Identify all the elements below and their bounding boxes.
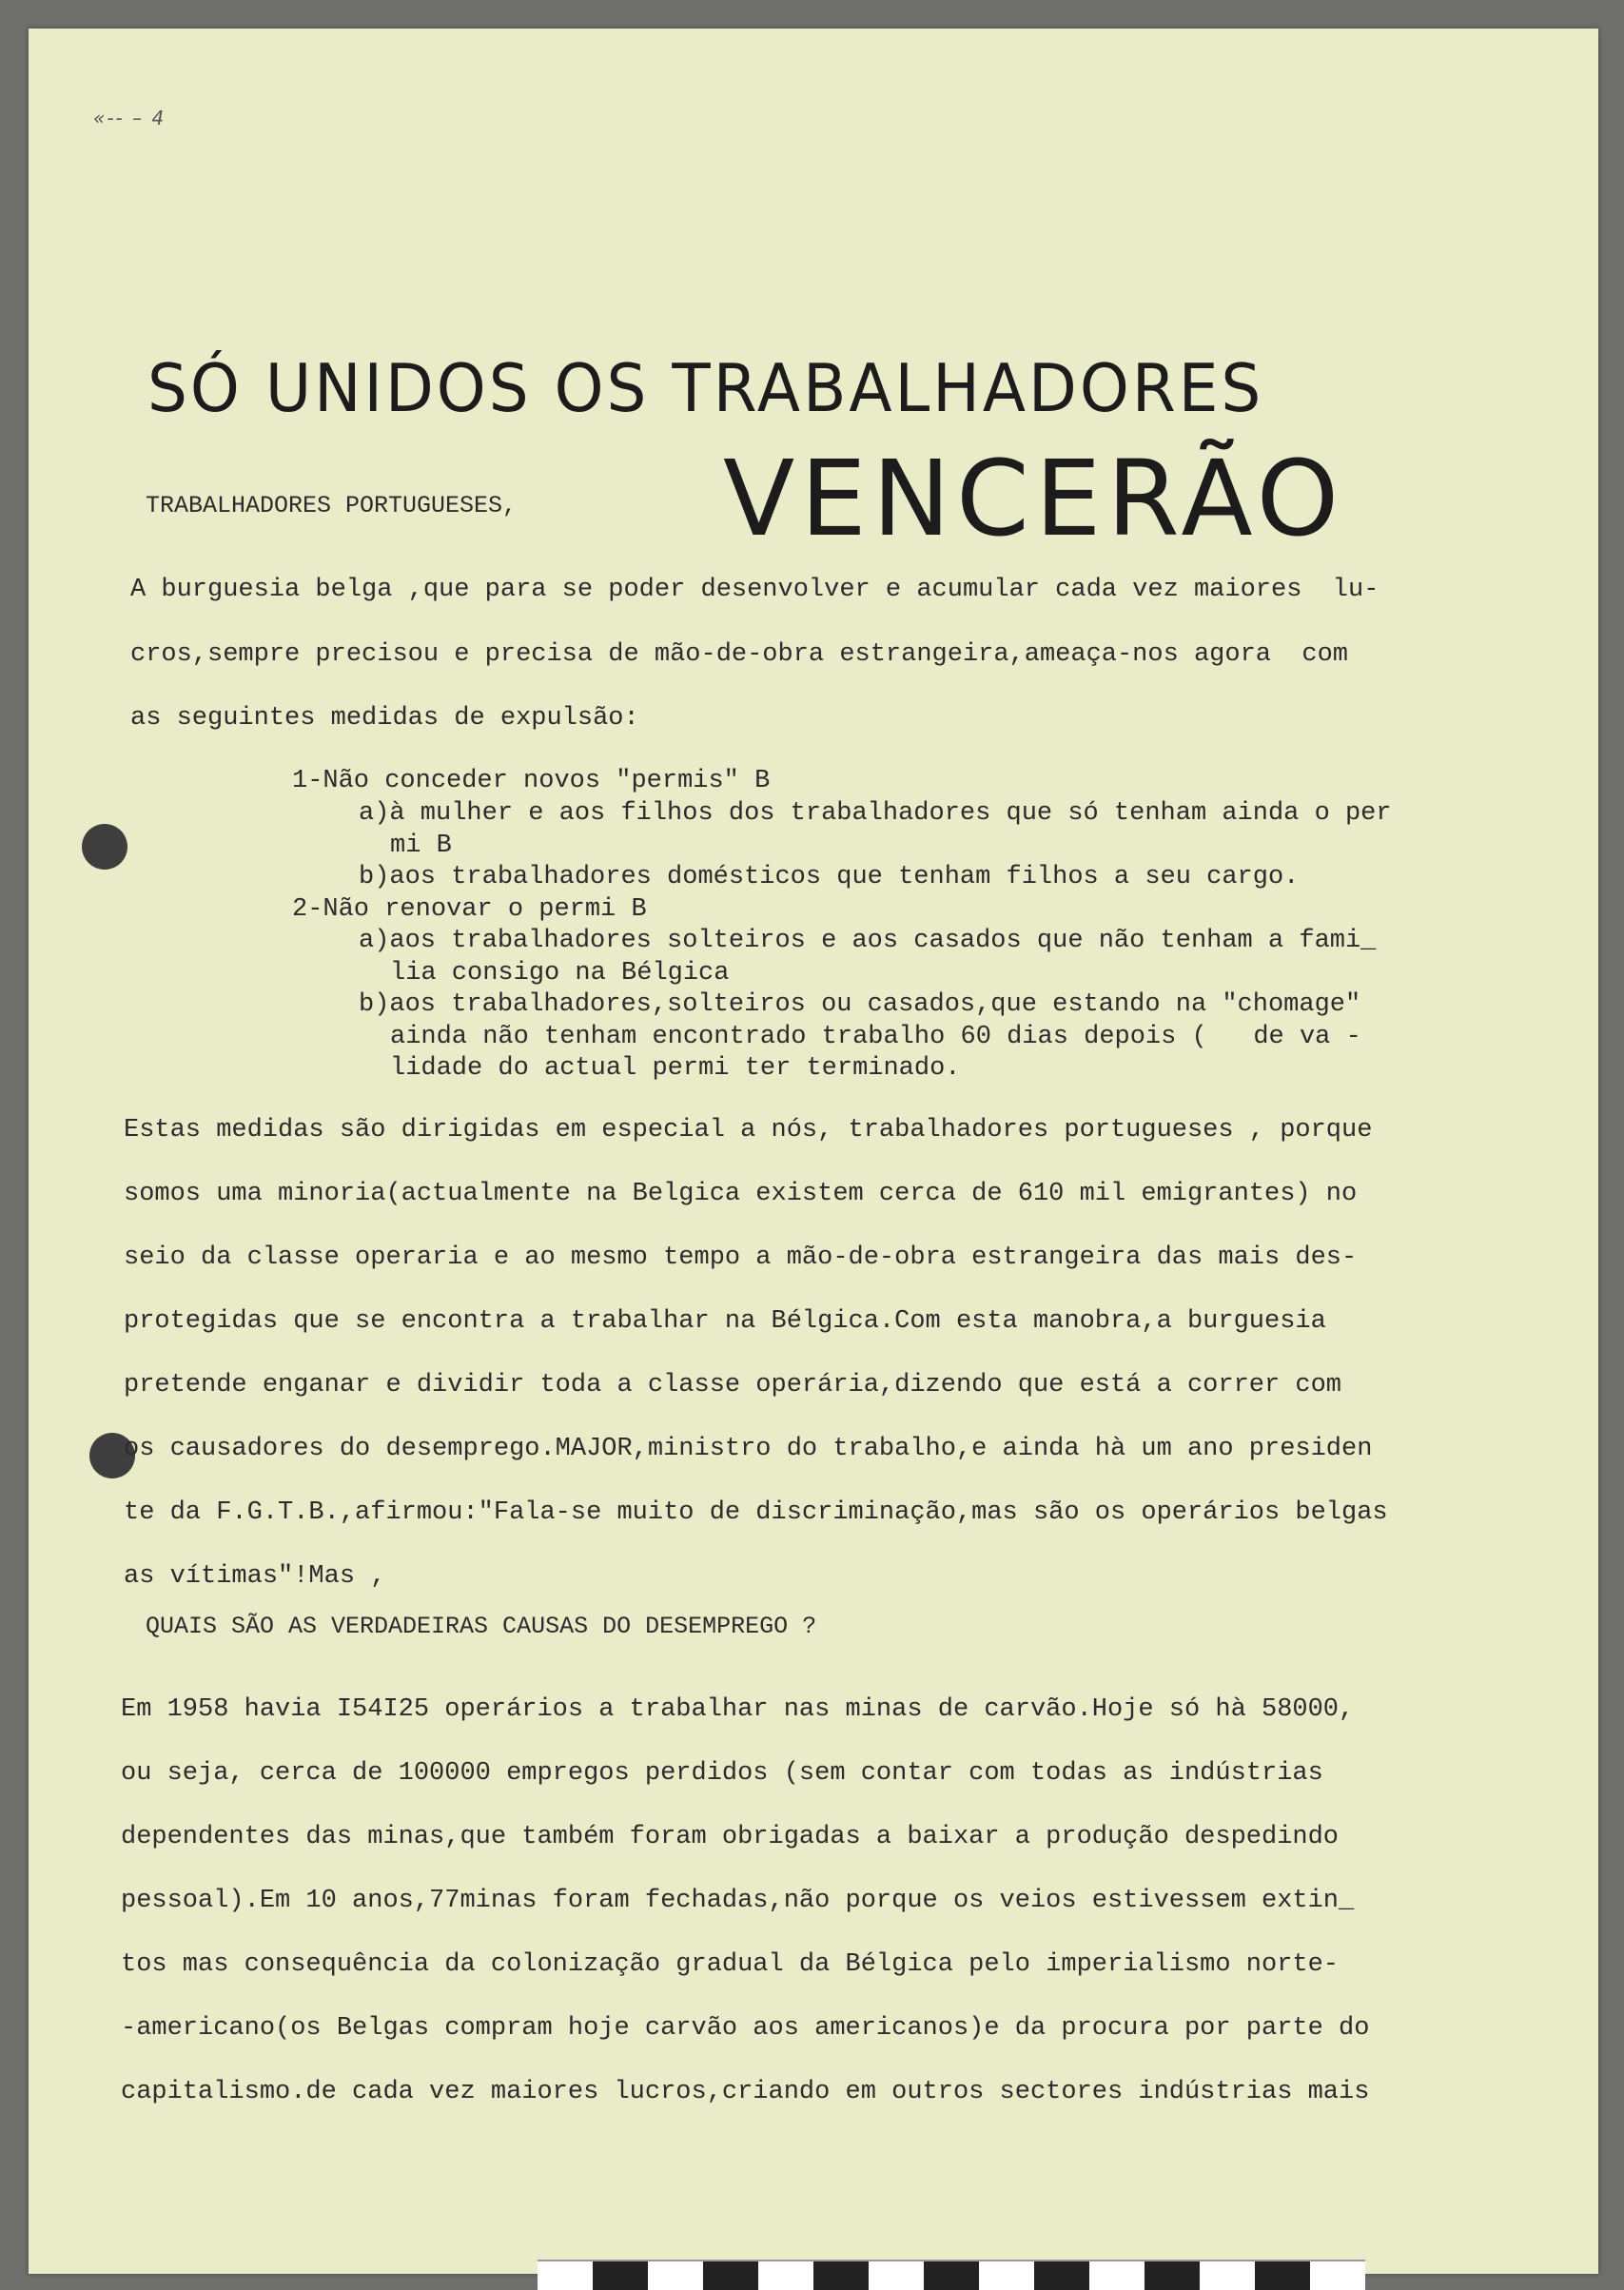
text-line: mi B <box>390 832 452 860</box>
text-line: ainda não tenham encontrado trabalho 60 dias depois ( de va - <box>390 1023 1361 1051</box>
text-line: pessoal).Em 10 anos,77minas foram fechadas,não porque os veios estivessem extin_ <box>121 1887 1355 1915</box>
section-heading: QUAIS SÃO AS VERDADEIRAS CAUSAS DO DESEMPREGO ? <box>146 1613 817 1640</box>
text-line: a)aos trabalhadores solteiros e aos casados que não tenham a fami_ <box>359 927 1377 955</box>
text-line: cros,sempre precisou e precisa de mão-de-obra estrangeira,ameaça-nos agora com <box>130 640 1349 669</box>
text-line: os causadores do desemprego.MAJOR,ministro do trabalho,e ainda hà um ano presiden <box>124 1435 1373 1463</box>
scale-ruler <box>538 2260 1365 2290</box>
text-line: lia consigo na Bélgica <box>390 959 730 988</box>
text-line: protegidas que se encontra a trabalhar na Bélgica.Com esta manobra,a burguesia <box>124 1307 1326 1336</box>
text-line: A burguesia belga ,que para se poder desenvolver e acumular cada vez maiores lu- <box>130 576 1379 604</box>
punch-hole <box>82 824 127 870</box>
text-line: 2-Não renovar o permi B <box>292 895 647 924</box>
salutation: TRABALHADORES PORTUGUESES, <box>146 492 518 519</box>
text-line: -americano(os Belgas compram hoje carvão aos americanos)e da procura por parte do <box>121 2014 1370 2043</box>
text-line: capitalismo.de cada vez maiores lucros,criando em outros sectores indústrias mais <box>121 2078 1370 2106</box>
text-line: as vítimas"!Mas , <box>124 1562 386 1591</box>
text-line: seio da classe operaria e ao mesmo tempo a mão-de-obra estrangeira das mais des- <box>124 1243 1358 1272</box>
text-line: b)aos trabalhadores,solteiros ou casados,que estando na "chomage" <box>359 990 1361 1019</box>
text-line: tos mas consequência da colonização gradual da Bélgica pelo imperialismo norte- <box>121 1950 1340 1979</box>
document-page <box>29 29 1598 2274</box>
text-line: b)aos trabalhadores domésticos que tenham filhos a seu cargo. <box>359 863 1300 891</box>
margin-mark: «-- – 4 <box>93 107 166 129</box>
text-line: te da F.G.T.B.,afirmou:"Fala-se muito de discriminação,mas são os operários belgas <box>124 1498 1388 1527</box>
text-line: dependentes das minas,que também foram obrigadas a baixar a produção despedindo <box>121 1823 1340 1851</box>
text-line: a)à mulher e aos filhos dos trabalhadores que só tenham ainda o per <box>359 799 1392 828</box>
text-line: somos uma minoria(actualmente na Belgica existem cerca de 610 mil emigrantes) no <box>124 1180 1358 1208</box>
text-line: 1-Não conceder novos "permis" B <box>292 767 771 795</box>
text-line: ou seja, cerca de 100000 empregos perdidos (sem contar com todas as indústrias <box>121 1759 1323 1788</box>
text-line: Em 1958 havia I54I25 operários a trabalhar nas minas de carvão.Hoje só hà 58000, <box>121 1695 1355 1724</box>
headline-line-2: VENCERÃO <box>723 438 1345 559</box>
text-line: pretende enganar e dividir toda a classe operária,dizendo que está a correr com <box>124 1371 1342 1399</box>
text-line: as seguintes medidas de expulsão: <box>130 704 639 733</box>
text-line: Estas medidas são dirigidas em especial a nós, trabalhadores portugueses , porque <box>124 1116 1373 1145</box>
text-line: lidade do actual permi ter terminado. <box>390 1054 961 1083</box>
headline-line-1: SÓ UNIDOS OS TRABALHADORES <box>147 350 1264 427</box>
